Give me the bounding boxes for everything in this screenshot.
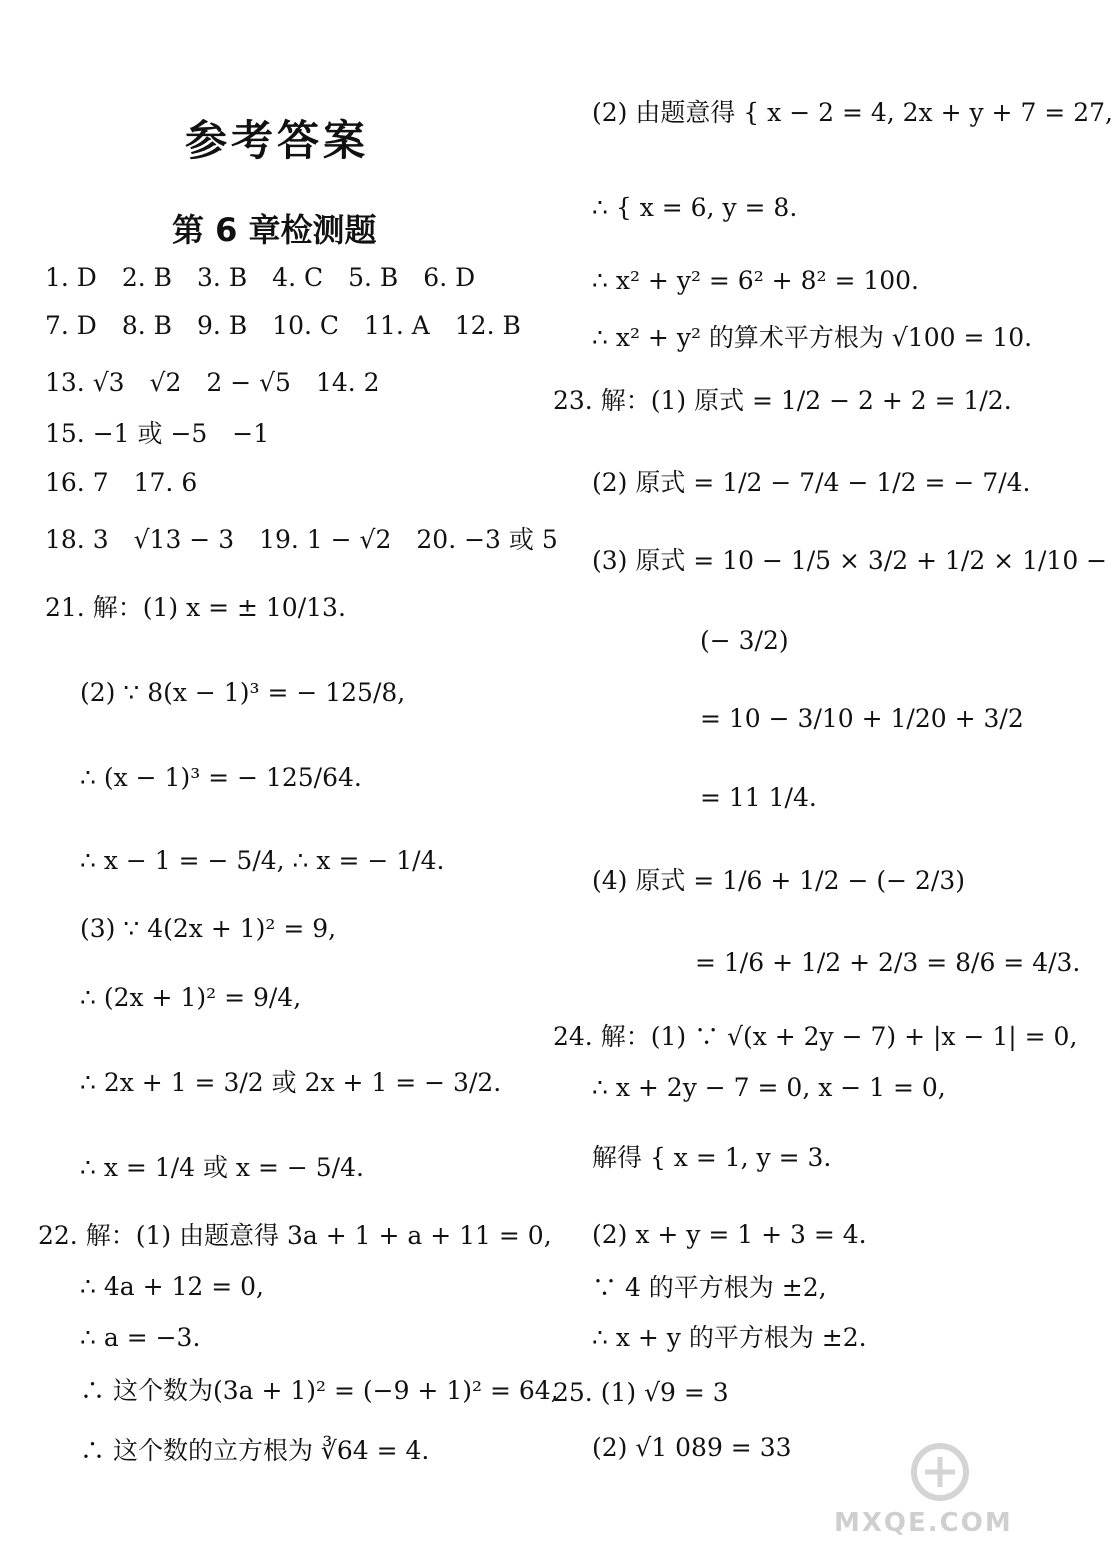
answer-line: (3) 原式 = 10 − 1/5 × 3/2 + 1/2 × 1/10 − — [592, 546, 1108, 575]
answer-line: = 10 − 3/10 + 1/20 + 3/2 — [700, 704, 1024, 733]
answer-line: (2) x + y = 1 + 3 = 4. — [592, 1220, 867, 1249]
answer-line: ∴ (2x + 1)² = 9/4, — [80, 983, 302, 1012]
answer-line: 25. (1) √9 = 3 — [553, 1378, 729, 1407]
answer-line: 16. 7 17. 6 — [45, 468, 198, 497]
answer-line: = 11 1/4. — [700, 783, 817, 812]
answer-line: ∴ x + y 的平方根为 ±2. — [592, 1323, 867, 1352]
answer-line: (2) ∵ 8(x − 1)³ = − 125/8, — [80, 678, 406, 707]
answer-line: ∴ (x − 1)³ = − 125/64. — [80, 763, 362, 792]
answer-line: ∵ 4 的平方根为 ±2, — [592, 1273, 827, 1302]
answer-line: ∴ x² + y² = 6² + 8² = 100. — [592, 266, 920, 295]
answer-line: (3) ∵ 4(2x + 1)² = 9, — [80, 914, 337, 943]
answer-line: (2) 由题意得 { x − 2 = 4, 2x + y + 7 = 27, — [592, 98, 1113, 127]
answer-line: 15. −1 或 −5 −1 — [45, 419, 270, 448]
answer-line: ∴ 4a + 12 = 0, — [80, 1272, 265, 1301]
page-title: 参考答案 — [185, 116, 370, 165]
answer-line: (2) √1 089 = 33 — [592, 1433, 792, 1462]
answer-line: ∴ x − 1 = − 5/4, ∴ x = − 1/4. — [80, 846, 445, 875]
answer-line: ∴ x = 1/4 或 x = − 5/4. — [80, 1153, 364, 1182]
answer-line: ∴ { x = 6, y = 8. — [592, 193, 798, 222]
answer-line: ∴ 这个数为(3a + 1)² = (−9 + 1)² = 64, — [80, 1376, 559, 1405]
answer-line: ∴ a = −3. — [80, 1323, 201, 1352]
answer-line: = 1/6 + 1/2 + 2/3 = 8/6 = 4/3. — [695, 948, 1081, 977]
answer-line: 1. D 2. B 3. B 4. C 5. B 6. D — [45, 263, 476, 292]
watermark-text: MXQE.COM — [834, 1508, 1013, 1538]
answer-line: ∴ 这个数的立方根为 ∛64 = 4. — [80, 1436, 430, 1465]
answer-line: 13. √3 √2 2 − √5 14. 2 — [45, 368, 380, 397]
answer-line: (4) 原式 = 1/6 + 1/2 − (− 2/3) — [592, 866, 965, 895]
answer-line: 21. 解：(1) x = ± 10/13. — [45, 593, 346, 622]
watermark-logo-icon — [895, 1442, 985, 1502]
answer-line: 7. D 8. B 9. B 10. C 11. A 12. B — [45, 311, 521, 340]
answer-line: 22. 解：(1) 由题意得 3a + 1 + a + 11 = 0, — [38, 1221, 552, 1250]
answer-line: 18. 3 √13 − 3 19. 1 − √2 20. −3 或 5 — [45, 525, 558, 554]
answer-line: (2) 原式 = 1/2 − 7/4 − 1/2 = − 7/4. — [592, 468, 1031, 497]
answer-line: 解得 { x = 1, y = 3. — [592, 1143, 832, 1172]
answer-line: 23. 解：(1) 原式 = 1/2 − 2 + 2 = 1/2. — [553, 386, 1012, 415]
answer-line: ∴ x² + y² 的算术平方根为 √100 = 10. — [592, 323, 1033, 352]
answer-line: ∴ 2x + 1 = 3/2 或 2x + 1 = − 3/2. — [80, 1068, 502, 1097]
answer-line: ∴ x + 2y − 7 = 0, x − 1 = 0, — [592, 1073, 946, 1102]
answer-line: (− 3/2) — [700, 626, 789, 655]
chapter-heading: 第 6 章检测题 — [172, 211, 377, 249]
answer-line: 24. 解：(1) ∵ √(x + 2y − 7) + |x − 1| = 0, — [553, 1022, 1078, 1051]
